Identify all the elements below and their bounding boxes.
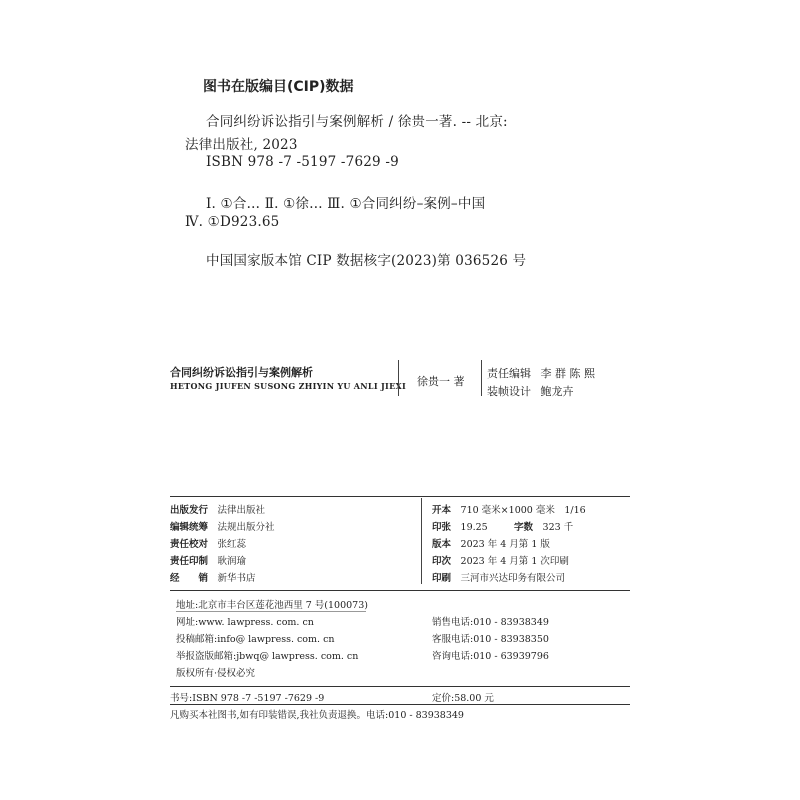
pub-left-label-3: 责任印制: [170, 556, 209, 567]
copyright-notice: 版权所有·侵权必究: [176, 668, 256, 679]
book-title-en: HETONG JIUFEN SUSONG ZHIYIN YU ANLI JIEXI: [170, 381, 407, 391]
pub-left-row-3: [170, 553, 246, 567]
pub-left-value-4: 新华书店: [217, 573, 256, 584]
pub-left-value-3: 耿润瑜: [217, 556, 247, 567]
pub-right-label-4: 印刷: [432, 573, 452, 584]
editor-value: 李 群 陈 熙: [540, 367, 595, 380]
publisher-website: 网址:www. lawpress. com. cn: [176, 617, 314, 628]
divider-vertical-right: [481, 360, 482, 396]
service-phone: 客服电话:010 - 83938350: [432, 634, 549, 645]
return-notice: 凡购买本社图书,如有印装错误,我社负责退换。电话:010 - 83938349: [170, 710, 464, 721]
cip-line-record-number: 中国国家版本馆 CIP 数据核字(2023)第 036526 号: [206, 253, 527, 269]
pub-right-label-2: 版本: [432, 539, 452, 550]
book-author: 徐贵一 著: [417, 375, 465, 388]
book-title-cn: 合同纠纷诉讼指引与案例解析: [170, 366, 313, 379]
book-number: 书号:ISBN 978 -7 -5197 -7629 -9: [170, 693, 325, 704]
cip-line-title: 合同纠纷诉讼指引与案例解析 / 徐贵一著. -- 北京:: [206, 114, 508, 130]
submission-email: 投稿邮箱:info@ lawpress. com. cn: [176, 634, 335, 645]
cip-heading: 图书在版编目(CIP)数据: [203, 79, 354, 95]
inquiry-phone: 咨询电话:010 - 63939796: [432, 651, 549, 662]
pub-right-row-4: [432, 570, 565, 584]
pub-left-label-1: 编辑统筹: [170, 522, 209, 533]
pub-right-label-3: 印次: [432, 556, 452, 567]
pub-right-row-1: [432, 519, 488, 533]
pub-left-label-2: 责任校对: [170, 539, 209, 550]
pub-right-label-0: 开本: [432, 505, 452, 516]
divider-footer-bottom: [170, 704, 630, 705]
cip-line-classification: Ⅳ. ①D923.65: [185, 214, 280, 230]
pub-right-row-2: [432, 536, 550, 550]
cip-line-publisher: 法律出版社, 2023: [185, 137, 298, 153]
divider-contact-top: [170, 590, 630, 591]
publisher-address: 地址:北京市丰台区莲花池西里 7 号(100073): [176, 600, 368, 611]
divider-pub-vertical: [421, 498, 422, 584]
pub-right-value-4: 三河市兴达印务有限公司: [460, 573, 566, 584]
divider-vertical-left: [398, 360, 399, 396]
word-count-label: 字数: [514, 522, 534, 533]
pub-right-label-1: 印张: [432, 522, 452, 533]
pub-right-value-0: 710 毫米×1000 毫米 1/16: [460, 505, 586, 516]
design-value: 鲍龙卉: [540, 385, 574, 398]
divider-pub-top: [170, 496, 630, 497]
pub-left-value-1: 法规出版分社: [217, 522, 275, 533]
pub-right-value-1: 19.25: [460, 522, 488, 533]
word-count: [514, 519, 573, 533]
design-credit: [487, 383, 574, 399]
sales-phone: 销售电话:010 - 83938349: [432, 617, 549, 628]
address-underline: [176, 611, 366, 612]
pub-left-row-2: [170, 536, 246, 550]
pub-right-row-0: [432, 502, 586, 516]
word-count-value: 323 千: [542, 522, 574, 533]
pub-right-value-2: 2023 年 4 月第 1 版: [460, 539, 550, 550]
piracy-report-email: 举报盗版邮箱:jbwq@ lawpress. com. cn: [176, 651, 359, 662]
pub-left-row-1: [170, 519, 275, 533]
design-label: 装帧设计: [487, 385, 531, 398]
editor-label: 责任编辑: [487, 367, 531, 380]
pub-left-value-0: 法律出版社: [217, 505, 266, 516]
pub-left-label-4: 经 销: [170, 573, 209, 584]
pub-right-value-3: 2023 年 4 月第 1 次印刷: [460, 556, 569, 567]
pub-left-row-4: [170, 570, 256, 584]
pub-left-label-0: 出版发行: [170, 505, 209, 516]
pub-left-row-0: [170, 502, 265, 516]
book-price: 定价:58.00 元: [432, 693, 494, 704]
cip-line-isbn: ISBN 978 -7 -5197 -7629 -9: [206, 154, 399, 170]
pub-right-row-3: [432, 553, 569, 567]
editor-credit: [487, 365, 595, 381]
pub-left-value-2: 张红蕊: [217, 539, 247, 550]
divider-footer-top: [170, 686, 630, 687]
cip-line-subjects: Ⅰ. ①合… Ⅱ. ①徐… Ⅲ. ①合同纠纷–案例–中国: [206, 196, 486, 212]
